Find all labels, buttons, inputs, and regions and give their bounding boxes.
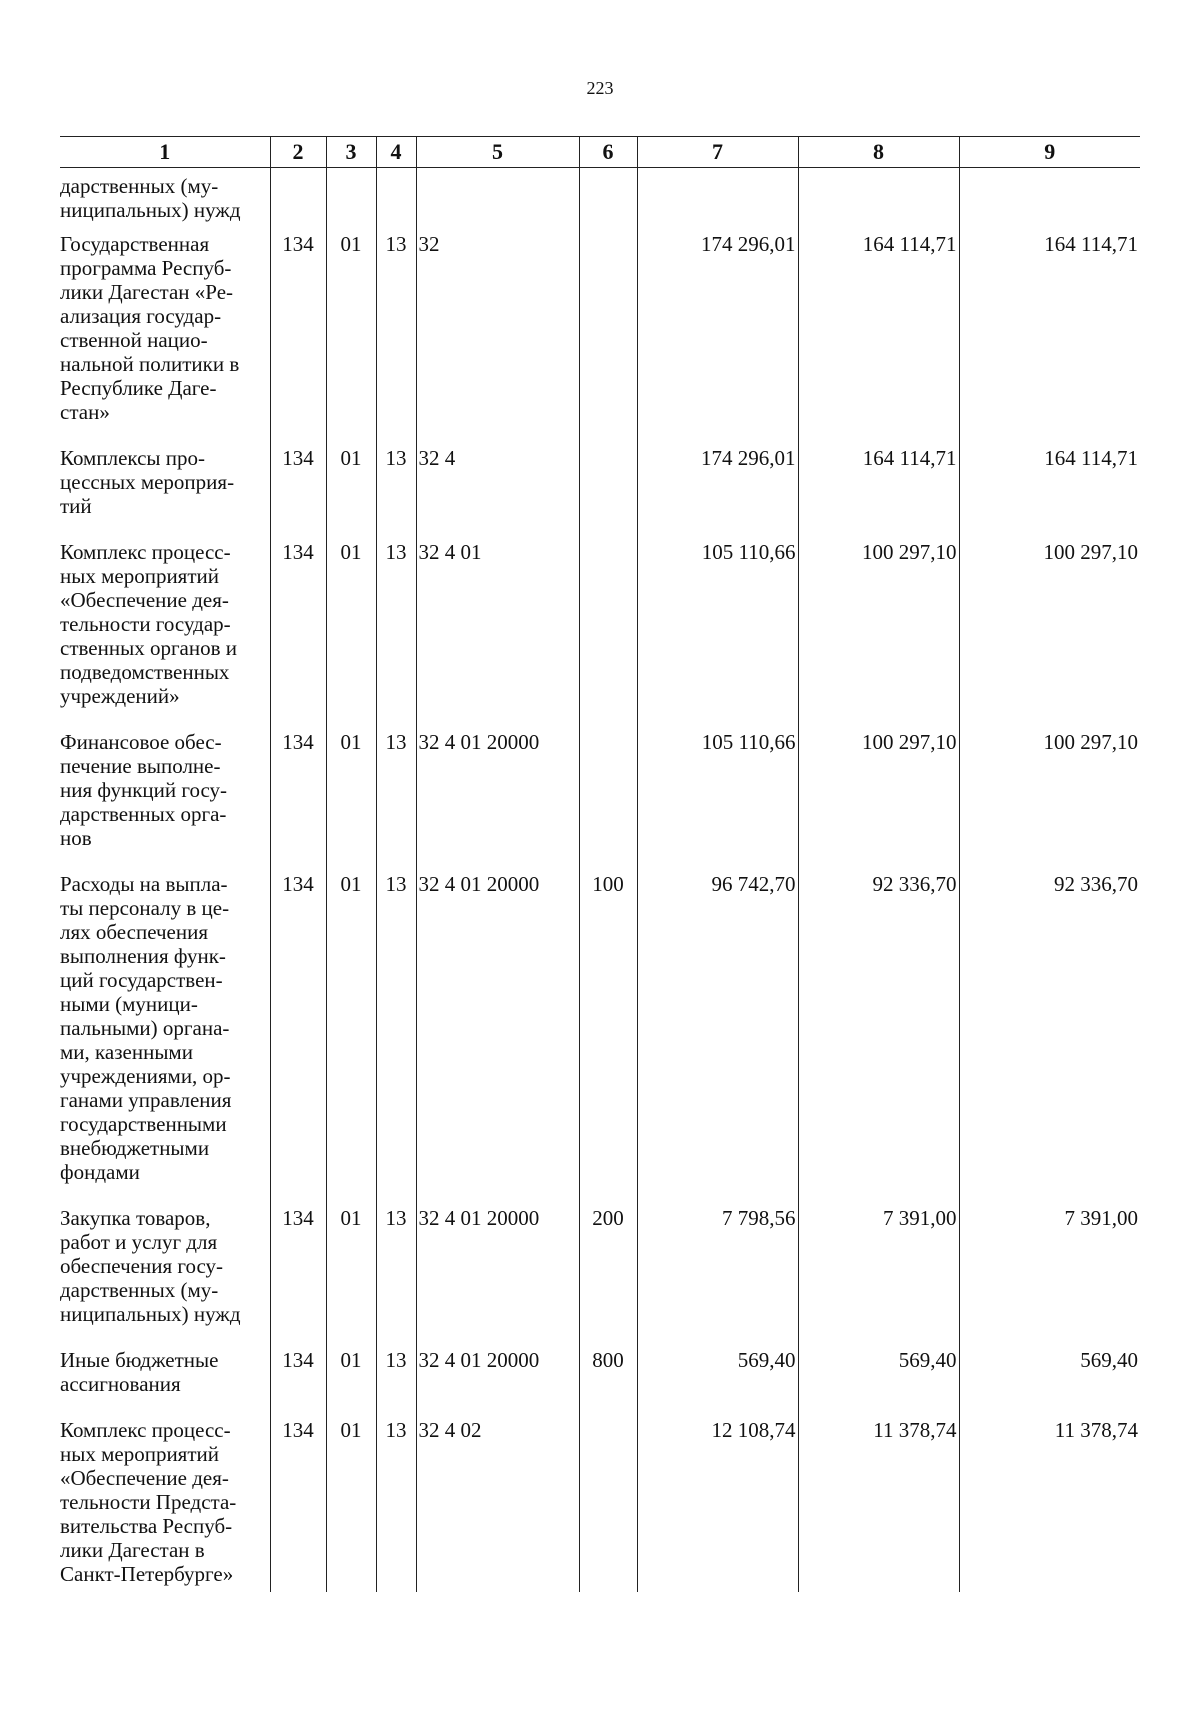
cell-ministry: 134 — [270, 1348, 326, 1418]
col-header-1: 1 — [60, 137, 270, 168]
cell-ministry: 134 — [270, 1418, 326, 1592]
cell-subsection: 13 — [376, 540, 416, 730]
col-header-3: 3 — [326, 137, 376, 168]
cell-section: 01 — [326, 1348, 376, 1418]
cell-amount-col7 — [637, 168, 798, 233]
cell-amount-col8: 11 378,74 — [798, 1418, 959, 1592]
cell-target-article: 32 4 01 20000 — [416, 1348, 579, 1418]
cell-amount-col9: 164 114,71 — [959, 232, 1140, 446]
cell-amount-col7: 105 110,66 — [637, 730, 798, 872]
cell-target-article: 32 4 01 20000 — [416, 1206, 579, 1348]
cell-ministry: 134 — [270, 232, 326, 446]
cell-expense-type — [579, 540, 637, 730]
item-name: Закупка товаров, работ и услуг для обеспечения госу- дарственных (му- ниципальных) нужд — [60, 1206, 241, 1326]
cell-expense-type — [579, 730, 637, 872]
col-header-7: 7 — [637, 137, 798, 168]
table-row — [60, 730, 1140, 872]
cell-amount-col8: 569,40 — [798, 1348, 959, 1418]
cell-amount-col7: 12 108,74 — [637, 1418, 798, 1592]
page-number: 223 — [586, 78, 614, 98]
cell-subsection: 13 — [376, 1418, 416, 1592]
cell-amount-col9: 92 336,70 — [959, 872, 1140, 1206]
cell-ministry — [270, 168, 326, 233]
cell-amount-col8: 100 297,10 — [798, 730, 959, 872]
cell-section: 01 — [326, 232, 376, 446]
cell-amount-col9: 7 391,00 — [959, 1206, 1140, 1348]
cell-section: 01 — [326, 1418, 376, 1592]
cell-amount-col9: 11 378,74 — [959, 1418, 1140, 1592]
cell-subsection: 13 — [376, 1348, 416, 1418]
table-row — [60, 1206, 1140, 1348]
cell-section: 01 — [326, 446, 376, 540]
cell-expense-type: 800 — [579, 1348, 637, 1418]
cell-amount-col7: 96 742,70 — [637, 872, 798, 1206]
cell-ministry: 134 — [270, 872, 326, 1206]
col-header-4: 4 — [376, 137, 416, 168]
cell-ministry: 134 — [270, 730, 326, 872]
budget-table — [60, 136, 1140, 1592]
cell-target-article: 32 — [416, 232, 579, 446]
cell-subsection — [376, 168, 416, 233]
item-name: Иные бюджетные ассигнования — [60, 1348, 219, 1396]
cell-ministry: 134 — [270, 1206, 326, 1348]
cell-section — [326, 168, 376, 233]
item-name: Комплекс процесс- ных мероприятий «Обеспечение дея- тельности Предста- вительства Респуб- лики Дагестан в Санкт-Петербурге» — [60, 1418, 237, 1586]
cell-amount-col7: 7 798,56 — [637, 1206, 798, 1348]
cell-target-article: 32 4 01 20000 — [416, 730, 579, 872]
item-name: Комплекс процесс- ных мероприятий «Обеспечение дея- тельности государ- ственных органов и подведомственных учреждений» — [60, 540, 238, 708]
table-row — [60, 446, 1140, 540]
col-header-5: 5 — [416, 137, 579, 168]
col-header-2: 2 — [270, 137, 326, 168]
item-name: Финансовое обес- печение выполне- ния функций госу- дарственных орга- нов — [60, 730, 228, 850]
item-name: Расходы на выпла- ты персоналу в це- лях обеспечения выполнения функ- ций государствен- ными (муници- пальными) органа- ми, казенными учреждениями, ор- ганами управления государственными внебюджетными фондами — [60, 872, 232, 1184]
cell-expense-type: 200 — [579, 1206, 637, 1348]
cell-amount-col8: 100 297,10 — [798, 540, 959, 730]
cell-amount-col8 — [798, 168, 959, 233]
cell-target-article: 32 4 01 — [416, 540, 579, 730]
cell-section: 01 — [326, 1206, 376, 1348]
cell-amount-col9 — [959, 168, 1140, 233]
cell-amount-col8: 164 114,71 — [798, 232, 959, 446]
cell-amount-col8: 92 336,70 — [798, 872, 959, 1206]
table-row — [60, 540, 1140, 730]
cell-amount-col7: 105 110,66 — [637, 540, 798, 730]
item-name: дарственных (му- ниципальных) нужд — [60, 174, 241, 222]
cell-amount-col9: 569,40 — [959, 1348, 1140, 1418]
cell-expense-type — [579, 168, 637, 233]
cell-amount-col8: 164 114,71 — [798, 446, 959, 540]
header-row — [60, 137, 1140, 168]
cell-target-article: 32 4 02 — [416, 1418, 579, 1592]
table-row — [60, 1348, 1140, 1418]
cell-target-article: 32 4 — [416, 446, 579, 540]
cell-amount-col9: 100 297,10 — [959, 540, 1140, 730]
table-row — [60, 168, 1140, 233]
cell-subsection: 13 — [376, 446, 416, 540]
cell-expense-type — [579, 1418, 637, 1592]
cell-section: 01 — [326, 872, 376, 1206]
cell-target-article: 32 4 01 20000 — [416, 872, 579, 1206]
cell-subsection: 13 — [376, 1206, 416, 1348]
cell-expense-type: 100 — [579, 872, 637, 1206]
cell-subsection: 13 — [376, 872, 416, 1206]
cell-section: 01 — [326, 540, 376, 730]
col-header-6: 6 — [579, 137, 637, 168]
cell-ministry: 134 — [270, 540, 326, 730]
item-name: Комплексы про- цессных мероприя- тий — [60, 446, 235, 518]
table-row — [60, 872, 1140, 1206]
cell-amount-col9: 164 114,71 — [959, 446, 1140, 540]
col-header-9: 9 — [959, 137, 1140, 168]
cell-amount-col7: 569,40 — [637, 1348, 798, 1418]
cell-amount-col7: 174 296,01 — [637, 446, 798, 540]
cell-expense-type — [579, 232, 637, 446]
table-row — [60, 232, 1140, 446]
cell-target-article — [416, 168, 579, 233]
cell-amount-col8: 7 391,00 — [798, 1206, 959, 1348]
cell-subsection: 13 — [376, 730, 416, 872]
cell-amount-col9: 100 297,10 — [959, 730, 1140, 872]
item-name: Государственная программа Респуб- лики Дагестан «Ре- ализация государ- ственной нацио- нальной политики в Республике Даге- стан» — [60, 232, 240, 424]
cell-subsection: 13 — [376, 232, 416, 446]
cell-section: 01 — [326, 730, 376, 872]
cell-expense-type — [579, 446, 637, 540]
table-row — [60, 1418, 1140, 1592]
cell-amount-col7: 174 296,01 — [637, 232, 798, 446]
cell-ministry: 134 — [270, 446, 326, 540]
col-header-8: 8 — [798, 137, 959, 168]
